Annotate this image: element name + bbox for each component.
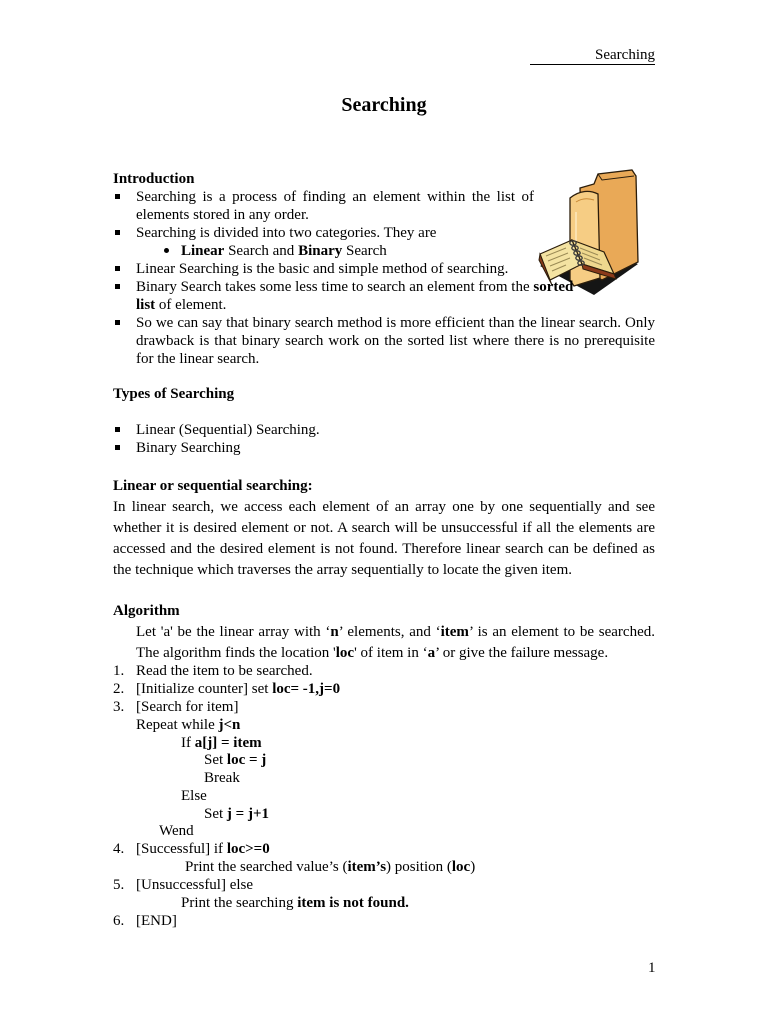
intro-bullet-4-line-1 <box>136 278 573 296</box>
algorithm-bold-n: n <box>330 624 339 640</box>
print-text: Print the searched value’s ( <box>185 859 348 875</box>
types-item: Binary Searching <box>136 440 241 456</box>
bullet-square <box>115 284 120 289</box>
intro-bullet-3: Linear Searching is the basic and simple method of searching. <box>136 261 509 277</box>
folder-with-notebook-icon <box>536 168 644 296</box>
step-bold: loc>=0 <box>226 841 270 857</box>
algorithm-text: ' of item in ‘ <box>354 645 428 661</box>
algorithm-bold-a: a <box>427 645 436 661</box>
intro-bullet-5-line-3: for the linear search. <box>136 351 260 367</box>
step-number: 1. <box>113 663 125 679</box>
bullet-square <box>115 445 120 450</box>
algorithm-bold-item: item <box>440 624 469 640</box>
page-number: 1 <box>648 960 656 976</box>
sub-bullet-text: Search <box>342 243 387 259</box>
pseudo-set-loc <box>204 751 266 769</box>
step-text <box>136 680 340 698</box>
bullet-4-bold-sorted: sorted <box>533 279 574 295</box>
sub-bullet-text: Search and <box>224 243 299 259</box>
algorithm-bold-loc: loc <box>335 645 355 661</box>
pseudo-repeat <box>136 716 240 734</box>
step-text: [Search for item] <box>136 699 239 715</box>
step-number: 4. <box>113 841 125 857</box>
step-plain: [Initialize counter] set <box>136 681 273 697</box>
algorithm-intro-line-1 <box>136 623 655 641</box>
running-header: Searching <box>595 47 655 63</box>
step-number: 5. <box>113 877 125 893</box>
print-text: ) <box>470 859 476 875</box>
intro-bullet-2: Searching is divided into two categories. They are <box>136 225 437 241</box>
linear-searching-heading: Linear or sequential searching: <box>113 478 313 494</box>
step-text <box>136 840 270 858</box>
types-item: Linear (Sequential) Searching. <box>136 422 320 438</box>
bullet-dot <box>164 248 169 253</box>
linear-paragraph-line: accessed and the desired element is not found. Therefore linear search can be defined as <box>113 541 655 557</box>
types-heading: Types of Searching <box>113 386 235 402</box>
pseudo-keyword: If <box>181 735 195 751</box>
print-bold: item’s <box>347 859 387 875</box>
linear-paragraph-line: the technique which traverses the array sequentially to locate the given item. <box>113 562 572 578</box>
step-bold: loc= -1,j=0 <box>272 681 341 697</box>
pseudo-keyword: Set <box>204 806 227 822</box>
algorithm-text: The algorithm finds the location ' <box>136 645 336 661</box>
step-text: [END] <box>136 913 177 929</box>
bullet-4-bold-list: list <box>136 297 156 313</box>
bullet-square <box>115 194 120 199</box>
pseudo-if <box>181 734 262 752</box>
intro-bullet-5-line-2: drawback is that binary search work on the sorted list where there is no prerequisite <box>136 333 655 349</box>
intro-bullet-1-line-1: Searching is a process of finding an element within the list of <box>136 189 534 205</box>
pseudo-wend: Wend <box>159 823 194 839</box>
success-print <box>185 858 475 876</box>
step-number: 3. <box>113 699 125 715</box>
intro-sub-bullet <box>181 242 387 260</box>
algorithm-heading: Algorithm <box>113 603 180 619</box>
algorithm-text: Let 'a' be the linear array with ‘ <box>136 624 331 640</box>
step-plain: [Successful] if <box>136 841 227 857</box>
intro-bullet-1-line-2: elements stored in any order. <box>136 207 309 223</box>
header-rule <box>530 64 655 65</box>
algorithm-text: ’ elements, and ‘ <box>338 624 441 640</box>
bullet-square <box>115 427 120 432</box>
step-text: Read the item to be searched. <box>136 663 313 679</box>
algorithm-intro-line-2 <box>136 644 608 662</box>
step-number: 6. <box>113 913 125 929</box>
bullet-4-text: Binary Search takes some less time to search an element from the <box>136 279 534 295</box>
algorithm-text: ’ is an element to be searched. <box>468 624 655 640</box>
pseudo-assignment: j = j+1 <box>226 806 270 822</box>
bullet-square <box>115 320 120 325</box>
failure-print <box>181 894 409 912</box>
print-bold: loc <box>451 859 471 875</box>
sub-bullet-linear: Linear <box>181 243 225 259</box>
bullet-4-text: of element. <box>155 297 227 313</box>
pseudo-keyword: Repeat while <box>136 717 219 733</box>
pseudo-set-j <box>204 805 269 823</box>
step-number: 2. <box>113 681 125 697</box>
pseudo-assignment: loc = j <box>226 752 267 768</box>
step-text: [Unsuccessful] else <box>136 877 254 893</box>
bullet-square <box>115 266 120 271</box>
pseudo-else: Else <box>181 788 207 804</box>
print-text: ) position ( <box>386 859 452 875</box>
linear-paragraph-line: whether it is desired element or not. A search will be unsuccessful if all the elements are <box>113 520 655 536</box>
print-bold: item is not found. <box>297 895 409 911</box>
pseudo-keyword: Set <box>204 752 227 768</box>
bullet-square <box>115 230 120 235</box>
pseudo-break: Break <box>204 770 240 786</box>
linear-paragraph-line: In linear search, we access each element of an array one by one sequentially and see <box>113 499 655 515</box>
page-title: Searching <box>341 94 427 116</box>
print-text: Print the searching <box>181 895 298 911</box>
pseudo-condition: a[j] = item <box>194 735 262 751</box>
algorithm-text: ’ or give the failure message. <box>435 645 609 661</box>
pseudo-condition: j<n <box>218 717 241 733</box>
intro-bullet-4-line-2 <box>136 296 226 314</box>
intro-bullet-5-line-1: So we can say that binary search method is more efficient than the linear search. Only <box>136 315 655 331</box>
introduction-heading: Introduction <box>113 171 195 187</box>
sub-bullet-binary: Binary <box>298 243 343 259</box>
